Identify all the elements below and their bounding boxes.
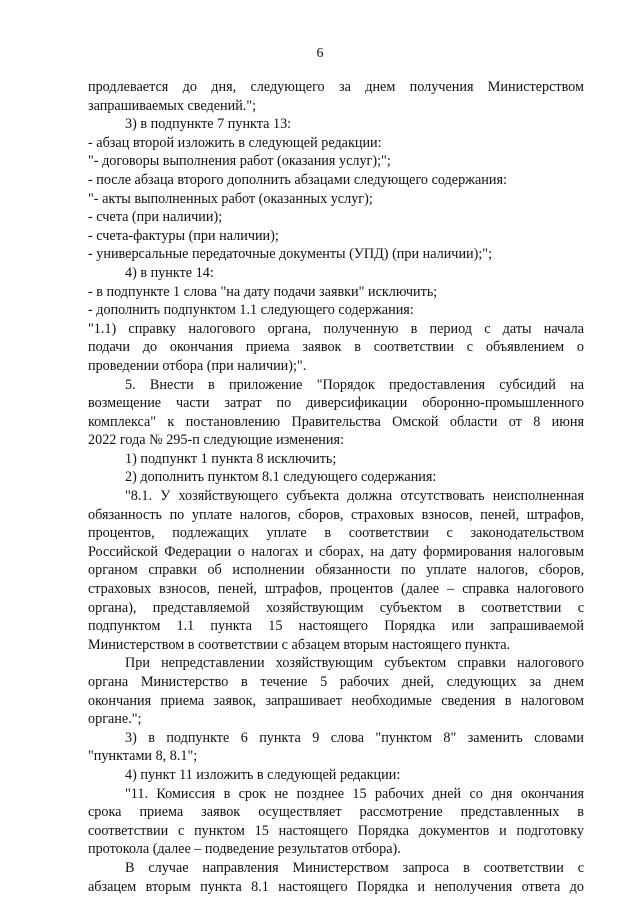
text-line: 1) подпункт 1 пункта 8 исключить;	[125, 450, 337, 467]
text-line: подпунктом 1.1 пункта 15 настоящего Порядка или запрашиваемой	[88, 618, 584, 635]
text-line: "11. Комиссия в срок не позднее 15 рабочих дней со дня окончания	[125, 785, 584, 802]
text-line: процентов, подлежащих уплате в соответствии с законодательством	[88, 525, 584, 542]
text-line: 2) дополнить пунктом 8.1 следующего содержания:	[125, 469, 437, 486]
text-line: срока приема заявок осуществляет рассмотрение представленных в	[88, 804, 584, 821]
text-line: 2022 года № 295-п следующие изменения:	[88, 432, 344, 449]
text-line: - после абзаца второго дополнить абзацами следующего содержания:	[88, 171, 507, 188]
text-line: соответствии с пунктом 15 настоящего Порядка документов и подготовку	[88, 822, 584, 839]
text-line: "- акты выполненных работ (оказанных услуг);	[88, 190, 373, 207]
page-number: 6	[316, 46, 324, 61]
text-line: подачи до окончания приема заявок в соответствии с объявлением о	[88, 339, 584, 356]
text-line: 3) в подпункте 6 пункта 9 слова "пунктом 8" заменить словами	[125, 729, 584, 746]
text-line: При непредставлении хозяйствующим субъектом справки налогового	[125, 655, 584, 672]
text-line: 3) в подпункте 7 пункта 13:	[125, 116, 292, 133]
document-body	[88, 78, 584, 896]
text-line: Российской Федерации о налогах и сборах, на дату формирования налоговым	[88, 543, 584, 560]
text-line: - абзац второй изложить в следующей редакции:	[88, 134, 382, 151]
text-line: страховых взносов, пеней, штрафов, процентов (далее – справка налогового	[88, 581, 584, 598]
text-line: проведении отбора (при наличии);".	[88, 357, 307, 374]
text-line: возмещение части затрат по диверсификации оборонно-промышленного	[88, 395, 584, 412]
text-line: Министерством в соответствии с абзацем вторым настоящего пункта.	[88, 636, 511, 653]
text-line: 4) пункт 11 изложить в следующей редакции:	[125, 766, 401, 783]
text-line: В случае направления Министерством запроса в соответствии с	[125, 859, 584, 876]
text-line: органа), представляемой хозяйствующим субъектом в соответствии с	[88, 599, 584, 616]
text-line: продлевается до дня, следующего за днем получения Министерством	[88, 79, 584, 95]
text-line: "пунктами 8, 8.1";	[88, 748, 198, 765]
text-line: комплекса" к постановлению Правительства Омской области от 8 июня	[88, 413, 584, 430]
text-line: 5. Внести в приложение "Порядок предоставления субсидий на	[125, 376, 584, 393]
text-line: "1.1) справку налогового органа, полученную в период с даты начала	[88, 320, 584, 337]
text-line: запрашиваемых сведений.";	[88, 97, 257, 114]
text-line: "- договоры выполнения работ (оказания услуг);";	[88, 153, 391, 170]
text-line: "8.1. У хозяйствующего субъекта должна отсутствовать неисполненная	[125, 488, 584, 505]
text-line: - дополнить подпунктом 1.1 следующего содержания:	[88, 302, 414, 319]
text-line: абзацем вторым пункта 8.1 настоящего Порядка и неполучения ответа до	[88, 878, 584, 895]
text-line: органом справки об исполнении обязанности по уплате налогов, сборов,	[88, 562, 584, 579]
text-line: - счета-фактуры (при наличии);	[88, 227, 279, 244]
text-line: окончания приема заявок, запрашивает необходимые сведения в налоговом	[88, 692, 584, 709]
text-line: обязанность по уплате налогов, сборов, страховых взносов, пеней, штрафов,	[88, 506, 584, 523]
text-line: протокола (далее – подведение результатов отбора).	[88, 841, 401, 858]
text-line: органа Министерство в течение 5 рабочих дней, следующих за днем	[88, 674, 584, 690]
text-line: - универсальные передаточные документы (УПД) (при наличии);";	[88, 246, 493, 263]
text-line: - счета (при наличии);	[88, 209, 223, 226]
text-line: органе.";	[88, 711, 142, 728]
text-line: - в подпункте 1 слова "на дату подачи заявки" исключить;	[88, 283, 438, 300]
text-line: 4) в пункте 14:	[125, 264, 214, 281]
